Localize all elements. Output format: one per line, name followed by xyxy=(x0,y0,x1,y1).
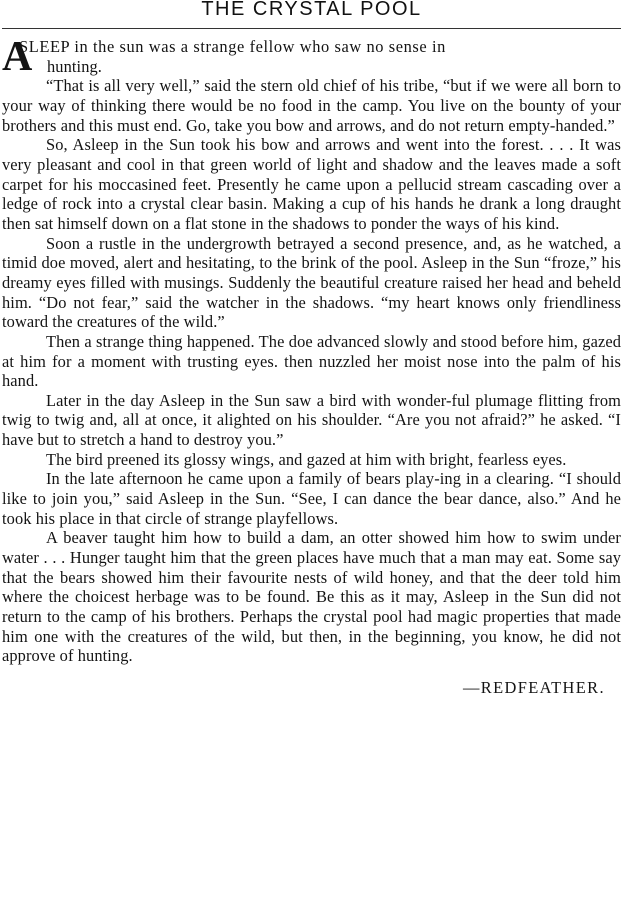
paragraph-9: A beaver taught him how to build a dam, an otter showed him how to swim under water . . . Hunger taught him that the green places have much that a man may eat. Some say that the bears showed him their favourite nests of wild honey, and that the deer told him where the choicest herbage was to be found. Be this as it may, Asleep in the Sun did not return to the camp of his brothers. Perhaps the crystal pool had magic properties that made him one with the creatures of the wild, but then, in the beginning, you know, he did not approve of hunting. xyxy=(2,528,621,666)
first-line-text: SLEEP in the sun was a strange fellow who saw no sense in xyxy=(19,37,446,56)
author-signature: —REDFEATHER. xyxy=(462,678,605,697)
paragraph-1 xyxy=(2,34,621,80)
paragraph-8: In the late afternoon he came upon a family of bears play-ing in a clearing. “I should like to join you,” said Asleep in the Sun. “See, I can dance the bear dance, also.” And he took his place in that circle of strange playfellows. xyxy=(2,469,621,528)
first-line-continuation: hunting. xyxy=(47,56,102,76)
paragraph-6: Later in the day Asleep in the Sun saw a bird with wonder-ful plumage flitting from twig to twig and, all at once, it alighted on his shoulder. “Are you not afraid?” he asked. “I have but to stretch a hand to destroy you.” xyxy=(2,390,621,450)
title-rule xyxy=(2,28,621,29)
drop-cap: A xyxy=(2,34,33,80)
paragraph-7: The bird preened its glossy wings, and gazed at him with bright, fearless eyes. xyxy=(46,449,567,469)
paragraph-3: So, Asleep in the Sun took his bow and arrows and went into the forest. . . . It was very pleasant and cool in that green world of light and shadow and the leaves made a soft carpet for his moccasined feet. Presently he came upon a pellucid stream cascading over a ledge of rock into a crystal clear basin. Making a cup of his hands he drank a long draught then sat himself down on a flat stone in the shadows to ponder the ways of his kind. xyxy=(2,135,621,233)
paragraph-4: Soon a rustle in the undergrowth betrayed a second presence, and, as he watched, a timid doe moved, alert and hesitating, to the brink of the pool. Asleep in the Sun “froze,” his dreamy eyes filled with musings. Suddenly the beautiful creature raised her head and beheld him. “Do not fear,” said the watcher in the shadows. “my heart knows only friendliness toward the creatures of the wild.” xyxy=(2,233,621,332)
paragraph-2: “That is all very well,” said the stern old chief of his tribe, “but if we were all born to your way of thinking there would be no food in the camp. You live on the bounty of your brothers and this must end. Go, take you bow and arrows, and do not return empty-handed.” xyxy=(2,76,621,135)
article-title: THE CRYSTAL POOL xyxy=(201,0,422,20)
paragraph-5: Then a strange thing happened. The doe advanced slowly and stood before him, gazed at him for a moment with trusting eyes. then nuzzled her moist nose into the palm of his hand. xyxy=(2,331,621,391)
article-body xyxy=(2,34,621,666)
